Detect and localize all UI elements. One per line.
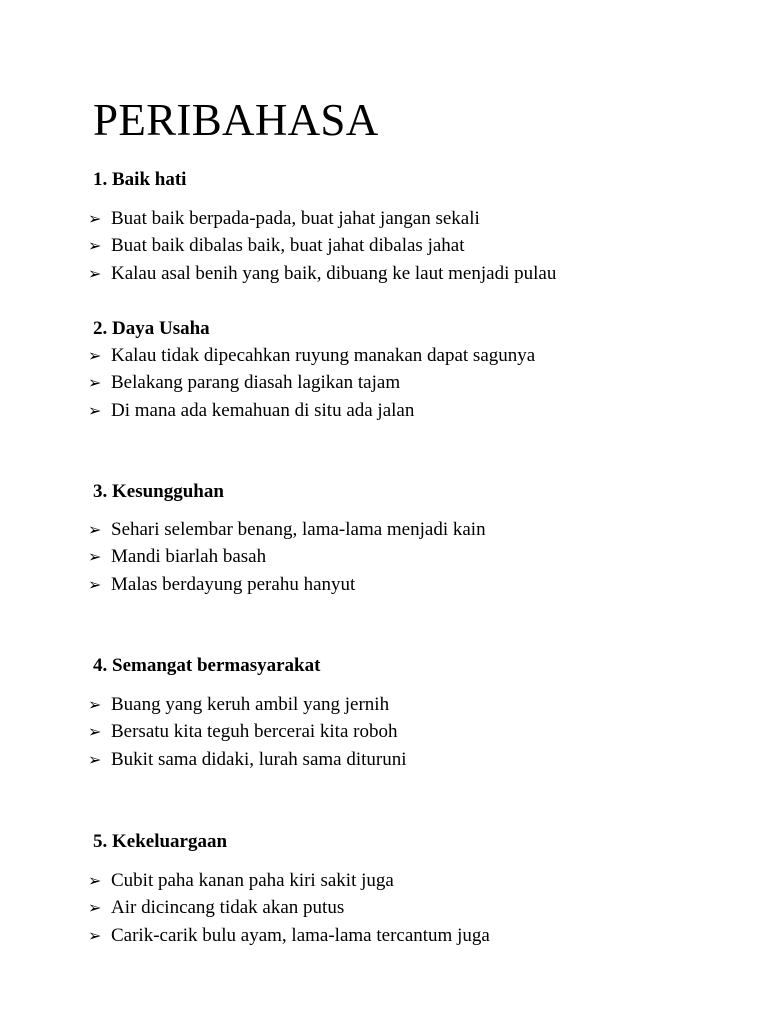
section-heading: 5. Kekeluargaan	[93, 831, 228, 852]
arrowhead-bullet-icon: ➢	[88, 724, 102, 742]
arrowhead-bullet-icon: ➢	[88, 900, 102, 918]
list-item	[88, 867, 490, 894]
proverb-text: Buat baik berpada-pada, buat jahat jangan sekali	[111, 208, 480, 229]
proverb-text: Buang yang keruh ambil yang jernih	[111, 694, 390, 715]
arrowhead-bullet-icon: ➢	[88, 402, 102, 420]
list-item	[88, 369, 535, 396]
arrowhead-bullet-icon: ➢	[88, 522, 102, 539]
section-heading: 2. Daya Usaha	[93, 318, 210, 339]
arrowhead-bullet-icon: ➢	[88, 549, 102, 567]
proverb-list	[88, 205, 556, 287]
list-item	[88, 922, 490, 949]
arrowhead-bullet-icon: ➢	[88, 211, 102, 228]
arrowhead-bullet-icon: ➢	[88, 873, 102, 890]
list-item	[88, 342, 535, 369]
arrowhead-bullet-icon: ➢	[88, 265, 102, 283]
arrowhead-bullet-icon: ➢	[88, 576, 102, 594]
section-heading: 3. Kesungguhan	[93, 481, 224, 502]
proverb-text: Bukit sama didaki, lurah sama dituruni	[111, 748, 407, 770]
proverb-text: Bersatu kita teguh bercerai kita roboh	[111, 721, 398, 743]
list-item	[88, 894, 490, 921]
proverb-text: Belakang parang diasah lagikan tajam	[111, 372, 401, 394]
list-item	[88, 205, 556, 232]
arrowhead-bullet-icon: ➢	[88, 927, 102, 945]
arrowhead-bullet-icon: ➢	[88, 238, 102, 256]
proverb-text: Kalau asal benih yang baik, dibuang ke laut menjadi pulau	[111, 262, 557, 284]
list-item	[88, 516, 486, 543]
section-heading: 4. Semangat bermasyarakat	[93, 655, 321, 676]
proverb-text: Mandi biarlah basah	[111, 546, 267, 568]
proverb-text: Air dicincang tidak akan putus	[111, 897, 345, 919]
list-item	[88, 571, 486, 598]
arrowhead-bullet-icon: ➢	[88, 751, 102, 769]
proverb-text: Malas berdayung perahu hanyut	[111, 573, 356, 595]
list-item	[88, 397, 535, 424]
proverb-list	[88, 342, 535, 424]
list-item	[88, 260, 556, 287]
list-item	[88, 691, 407, 718]
list-item	[88, 232, 556, 259]
proverb-text: Di mana ada kemahuan di situ ada jalan	[111, 399, 415, 421]
arrowhead-bullet-icon: ➢	[88, 375, 102, 393]
proverb-text: Kalau tidak dipecahkan ruyung manakan dapat sagunya	[111, 345, 536, 366]
proverb-text: Cubit paha kanan paha kiri sakit juga	[111, 870, 394, 891]
list-item	[88, 718, 407, 745]
page-title: PERIBAHASA	[93, 95, 379, 145]
proverb-list	[88, 516, 486, 598]
proverb-text: Buat baik dibalas baik, buat jahat dibalas jahat	[111, 235, 465, 257]
proverb-text: Sehari selembar benang, lama-lama menjadi kain	[111, 519, 486, 540]
arrowhead-bullet-icon: ➢	[88, 348, 102, 365]
arrowhead-bullet-icon: ➢	[88, 697, 102, 714]
list-item	[88, 746, 407, 773]
section-heading: 1. Baik hati	[93, 169, 187, 190]
proverb-list	[88, 867, 490, 949]
list-item	[88, 543, 486, 570]
proverb-text: Carik-carik bulu ayam, lama-lama tercantum juga	[111, 924, 490, 946]
proverb-list	[88, 691, 407, 773]
